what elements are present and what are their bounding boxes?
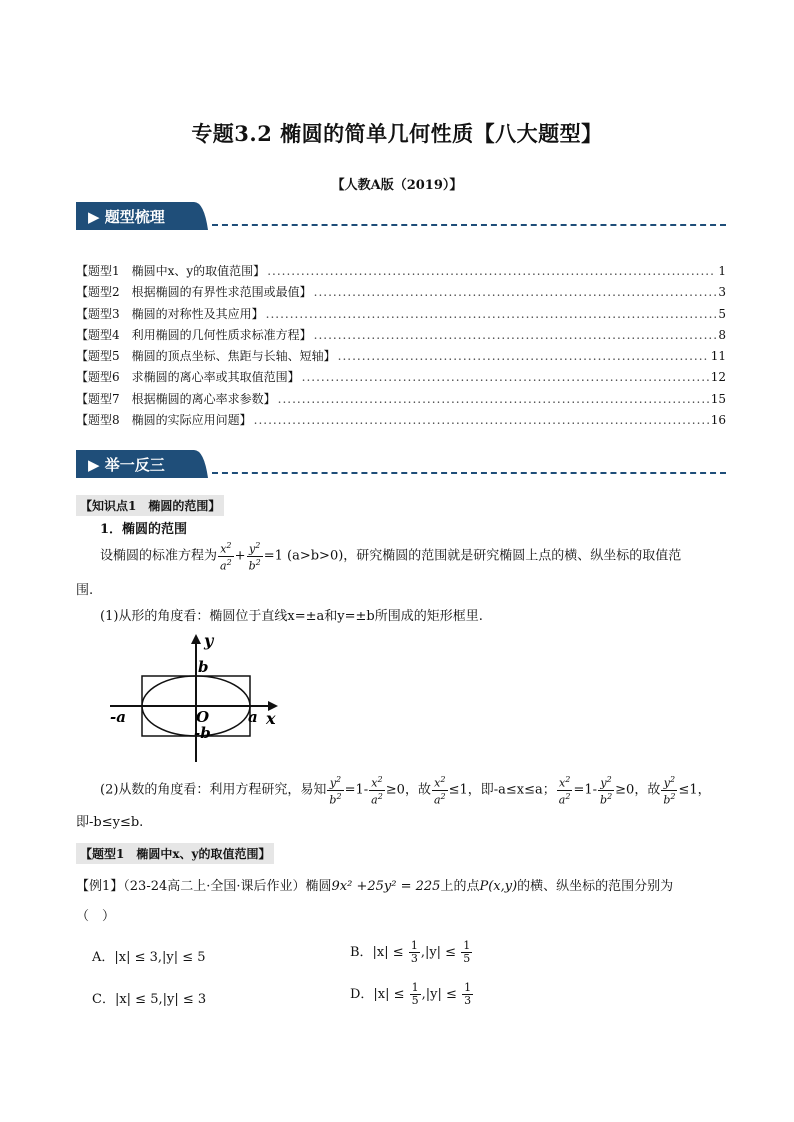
b-top-label: b [198, 658, 209, 676]
page-title: 专题3.2 椭圆的简单几何性质【八大题型】 [191, 121, 603, 146]
knowledge-subheading: 1．椭圆的范围 [100, 522, 188, 537]
origin-label: O [196, 708, 210, 726]
toc-item[interactable]: 【题型1 椭圆中x、y的取值范围】 ..... 1 [76, 262, 726, 283]
fraction: $\frac{y^2}{b^2}$ [248, 541, 261, 573]
knowledge-point-heading: 【知识点1 椭圆的范围】 [76, 495, 224, 516]
option-c[interactable]: C．|x| ≤ 5,|y| ≤ 3 [92, 992, 207, 1007]
toc-item[interactable]: 【题型2 根据椭圆的有界性求范围或最值】 ..... 3 [76, 283, 726, 304]
option-d[interactable]: D．|x| ≤ $\frac{1}{5}$ ,|y| ≤ $\frac{1}{3}$ [350, 981, 472, 1007]
edition-label: 【人教A版（2019）】 [331, 178, 463, 193]
intro-paragraph: 设椭圆的标准方程为 $\frac{x^2}{a^2}$ + $\frac{y^2}{b^2}$ =1 (a>b>0)，研究椭圆的范围就是研究椭圆上点的横、纵坐标的取值范 [100, 541, 682, 573]
shape-view-text: (1)从形的角度看：椭圆位于直线x=±a和y=±b所围成的矩形框里. [100, 609, 483, 624]
table-of-contents [76, 262, 726, 432]
fraction: $\frac{x^2}{a^2}$ [220, 541, 232, 573]
banner-practice-label: ▶ 举一反三 [88, 456, 165, 474]
b-bottom-label: -b [194, 724, 211, 742]
a-right-label: a [248, 708, 258, 726]
a-left-label: -a [110, 708, 126, 726]
toc-item[interactable]: 【题型6 求椭圆的离心率或其取值范围】 ..... 12 [76, 368, 726, 389]
banner-catalog-label: ▶ 题型梳理 [88, 208, 165, 226]
toc-item[interactable]: 【题型7 根据椭圆的离心率求参数】 ..... 15 [76, 390, 726, 411]
intro-paragraph-cont: 围. [76, 583, 94, 598]
banner-divider [212, 472, 726, 474]
toc-item[interactable]: 【题型8 椭圆的实际应用问题】 ..... 16 [76, 411, 726, 432]
option-a[interactable]: A．|x| ≤ 3,|y| ≤ 5 [92, 950, 206, 965]
number-view-cont: 即-b≤y≤b. [76, 815, 144, 830]
option-b[interactable]: B．|x| ≤ $\frac{1}{3}$ ,|y| ≤ $\frac{1}{5}$ [350, 939, 471, 965]
toc-item[interactable]: 【题型5 椭圆的顶点坐标、焦距与长轴、短轴】 ..... 11 [76, 347, 726, 368]
toc-item[interactable]: 【题型4 利用椭圆的几何性质求标准方程】 ..... 8 [76, 326, 726, 347]
answer-blank: （ ） [76, 909, 116, 924]
number-view-text: (2)从数的角度看：利用方程研究，易知 $\frac{y^2}{b^2}$ =1- $\frac{x^2}{a^2}$ ≥0，故 $\frac{x^2}{a^2}$ ≤1，即-a≤x≤a； $\frac{x^2}{a^2}$ =1- $\frac{y^2}{b^2}$ ≥0，故 $\frac{y^2}{b^2}$ ≤1， [100, 775, 711, 807]
question-type-heading: 【题型1 椭圆中x、y的取值范围】 [76, 843, 274, 864]
toc-item[interactable]: 【题型3 椭圆的对称性及其应用】 ..... 5 [76, 305, 726, 326]
y-axis-label: y [204, 631, 214, 650]
x-axis-label: x [266, 709, 276, 728]
ellipse-diagram [106, 630, 286, 764]
banner-catalog [76, 202, 726, 232]
banner-divider [212, 224, 726, 226]
example-question: 【例1】（23-24高二上·全国·课后作业）椭圆9x² +25y² = 225上的点P(x,y)的横、纵坐标的范围分别为 [76, 879, 674, 894]
banner-practice [76, 450, 726, 480]
